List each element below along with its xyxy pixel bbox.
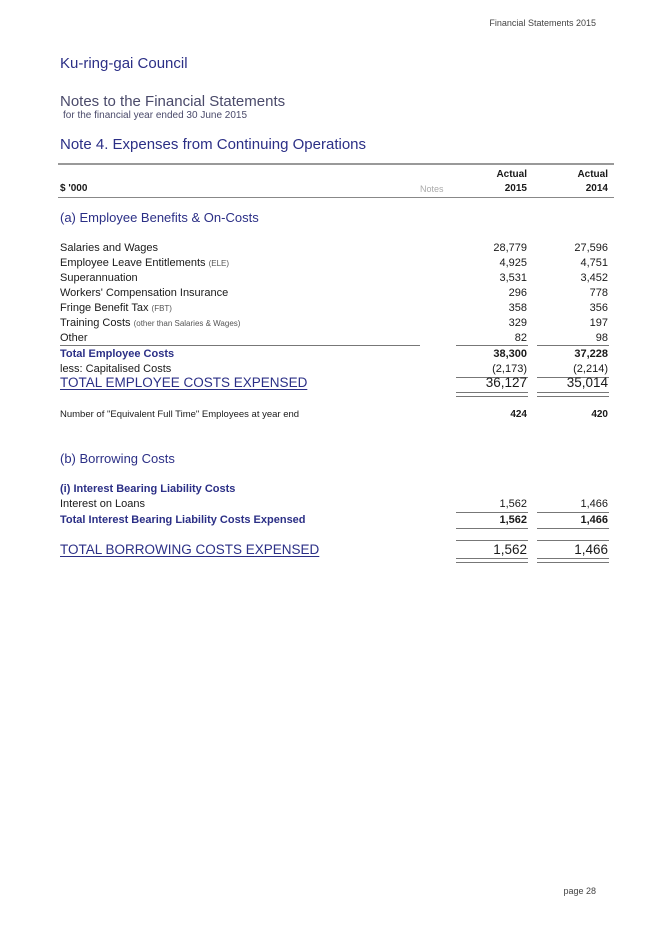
page-number: page 28 [563,886,596,896]
fte-label: Number of "Equivalent Full Time" Employees at year end [60,409,300,420]
subtotal-rule-2015 [456,345,528,346]
col-2014-year: 2014 [585,183,608,194]
row-value-2015: 329 [508,317,527,329]
period-subtitle: for the financial year ended 30 June 2015 [63,110,248,121]
interest-on-loans-2014: 1,466 [580,498,608,510]
row-value-2015: 358 [508,302,527,314]
total-employee-costs-2015: 38,300 [493,348,527,360]
col-2015-year: 2015 [504,183,527,194]
borrowing-double-rule-2014 [537,558,609,563]
row-label: Workers' Compensation Insurance [60,287,229,299]
running-header: Financial Statements 2015 [489,18,596,28]
total-employee-expensed-2014: 35,014 [566,375,608,390]
col-2015-label: Actual [496,169,527,180]
row-value-2015: 82 [514,332,527,344]
notes-column-label: Notes [420,184,444,194]
row-value-2014: 778 [589,287,608,299]
table-top-rule [58,163,614,165]
row-value-2015: 296 [508,287,527,299]
fte-2015: 424 [510,409,527,420]
row-value-2015: 4,925 [499,257,527,269]
row-label: Fringe Benefit Tax (FBT) [60,302,172,314]
total-borrowing-expensed-2014: 1,466 [574,542,608,557]
total-employee-expensed-2015: 36,127 [485,375,527,390]
capitalised-costs-label: less: Capitalised Costs [60,363,172,375]
row-value-2014: 27,596 [574,242,608,254]
row-value-2015: 28,779 [493,242,527,254]
interest-on-loans-2015: 1,562 [499,498,527,510]
total-interest-label: Total Interest Bearing Liability Costs Expensed [60,514,306,526]
borrowing-top-rule-2015 [456,540,528,541]
double-rule-2015 [456,392,528,397]
row-label: Employee Leave Entitlements (ELE) [60,257,230,269]
total-borrowing-expensed-2015: 1,562 [493,542,527,557]
row-value-2014: 4,751 [580,257,608,269]
total-interest-2014: 1,466 [580,514,608,526]
row-value-2014: 3,452 [580,272,608,284]
notes-title: Notes to the Financial Statements [60,93,286,110]
interest-rule-2014 [537,512,609,513]
row-label: Other [60,332,88,344]
section-a-title: (a) Employee Benefits & On-Costs [60,210,259,225]
row-value-2015: 3,531 [499,272,527,284]
unit-label: $ '000 [60,183,88,194]
interest-bearing-subhead: (i) Interest Bearing Liability Costs [60,483,236,495]
interest-rule-2015 [456,512,528,513]
capitalised-costs-2015: (2,173) [492,363,527,375]
section-b-title: (b) Borrowing Costs [60,451,175,466]
total-employee-expensed-label: TOTAL EMPLOYEE COSTS EXPENSED [60,375,308,390]
total-borrowing-expensed-label: TOTAL BORROWING COSTS EXPENSED [60,542,320,557]
row-label: Superannuation [60,272,138,284]
col-2014-label: Actual [577,169,608,180]
total-employee-costs-label: Total Employee Costs [60,348,175,360]
row-value-2014: 98 [595,332,608,344]
row-label: Training Costs (other than Salaries & Wages) [60,317,241,329]
label-underline [60,345,420,346]
capitalised-costs-2014: (2,214) [573,363,608,375]
fte-2014: 420 [591,409,608,420]
row-label: Salaries and Wages [60,242,159,254]
total-interest-rule-2015 [456,528,528,529]
total-employee-costs-2014: 37,228 [574,348,608,360]
council-name: Ku-ring-gai Council [60,55,188,72]
note-title: Note 4. Expenses from Continuing Operations [60,136,366,153]
total-interest-2015: 1,562 [499,514,527,526]
borrowing-double-rule-2015 [456,558,528,563]
borrowing-top-rule-2014 [537,540,609,541]
row-value-2014: 356 [589,302,608,314]
interest-on-loans-label: Interest on Loans [60,498,146,510]
row-value-2014: 197 [589,317,608,329]
total-interest-rule-2014 [537,528,609,529]
subtotal-rule-2014 [537,345,609,346]
table-head-rule [58,197,614,198]
double-rule-2014 [537,392,609,397]
